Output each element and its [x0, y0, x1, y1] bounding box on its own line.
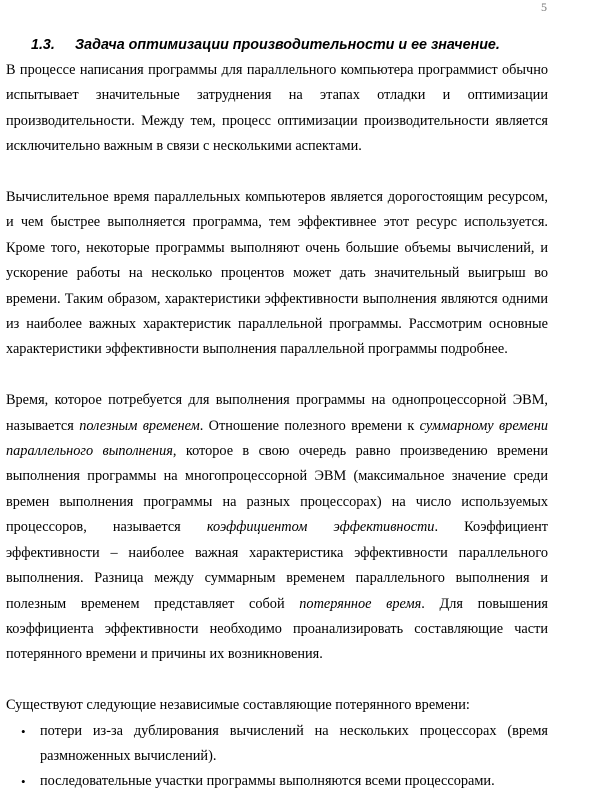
text-segment: , которое в свою очередь равно произведению времени выполнения программы на многопроцессорной ЭВМ (максимальное значение среди времен выполнения программы на разных процессорах) на число используемых процессоров, называется [6, 443, 548, 536]
page-number: 5 [541, 0, 547, 14]
text-segment: Время, которое потребуется для выполнения программы на однопроцессорной ЭВМ, называется [6, 392, 548, 434]
document-body [6, 58, 548, 795]
section-title: Задача оптимизации производительности и ее значение. [75, 37, 500, 53]
list-item [6, 769, 548, 794]
bullet-icon: • [21, 774, 26, 790]
term-lost-time: потерянное время [299, 595, 422, 612]
paragraph-efficiency [6, 388, 548, 667]
list-item-text: потери из-за дублирования вычислений на нескольких процессорах (время размноженных вычислений). [40, 722, 548, 764]
bullet-icon: • [21, 723, 26, 739]
list-item [6, 719, 548, 770]
term-total-parallel-time: суммарному времени параллельного выполнения [6, 417, 549, 460]
paragraph-intro: В процессе написания программы для параллельного компьютера программист обычно испытывает значительные затруднения на этапах отладки и оптимизации производительности. Между тем, процесс оптимизации производительности является исключительно важным в связи с несколькими аспектами. [6, 62, 548, 155]
section-heading [31, 37, 500, 53]
section-number: 1.3. [31, 37, 55, 53]
list-item-text: последовательные участки программы выполняются всеми процессорами. [40, 773, 495, 790]
term-useful-time: полезным временем [79, 417, 200, 434]
paragraph-computing-time: Вычислительное время параллельных компьютеров является дорогостоящим ресурсом, и чем быстрее выполняется программа, тем эффективнее этот ресурс используется. Кроме того, некоторые программы выполняют очень большие объемы вычислений, и ускорение работы на несколько процентов может дать значительный выигрыш во времени. Таким образом, характеристики эффективности выполнения являются одними из наиболее важных характеристик параллельной программы. Рассмотрим основные характеристики эффективности выполнения параллельной программы подробнее. [6, 189, 548, 358]
text-segment: . Отношение полезного времени к [199, 417, 420, 434]
term-efficiency-coefficient: коэффициентом эффективности [206, 519, 435, 536]
bullet-list [6, 719, 548, 795]
paragraph-lost-time-components: Существуют следующие независимые составляющие потерянного времени: [6, 697, 470, 714]
text-segment: . Коэффициент эффективности – наиболее важная характеристика эффективности параллельного выполнения. Разница между суммарным временем параллельного выполнения и полезным временем представляет собой [6, 519, 549, 612]
text-segment: . Для повышения коэффициента эффективности необходимо проанализировать составляющие части потерянного времени и причины их возникновения. [6, 595, 548, 663]
